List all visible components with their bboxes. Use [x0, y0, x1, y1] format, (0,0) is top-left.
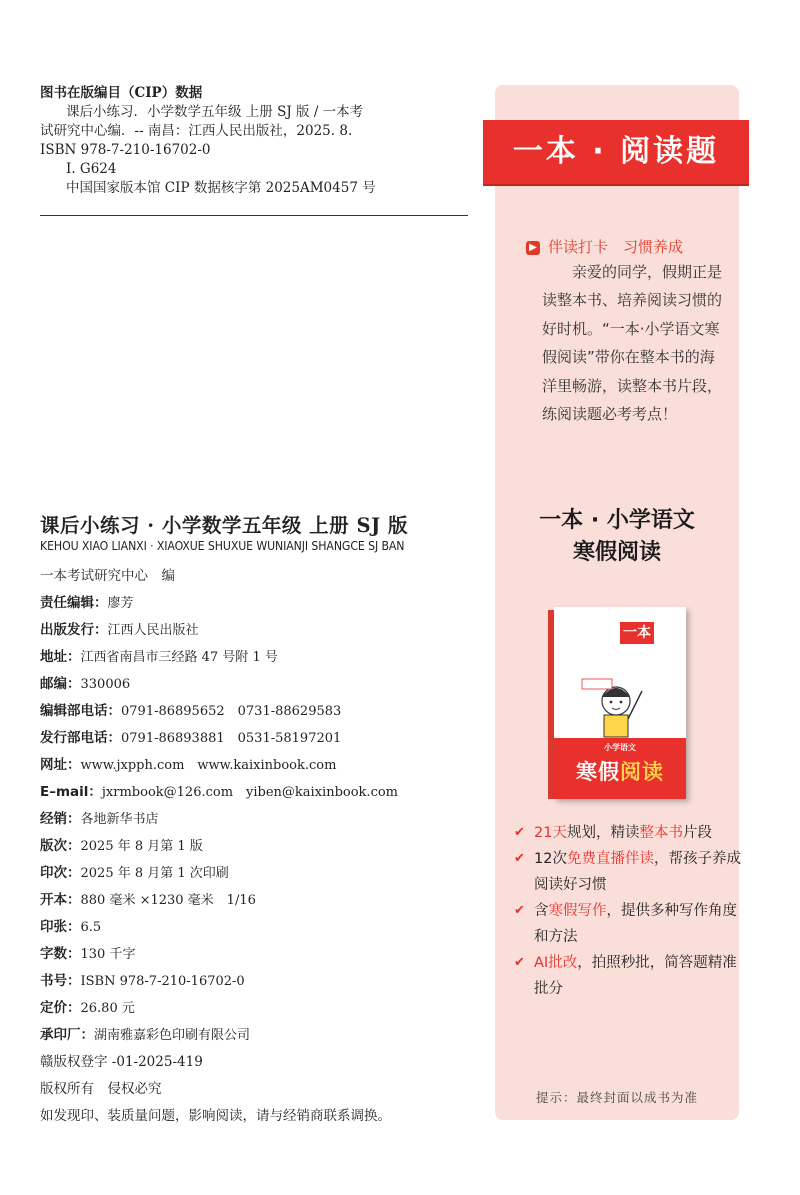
- info-row: [40, 1022, 480, 1049]
- feature-text: 规划，精读: [566, 825, 640, 841]
- info-label: 印张：: [40, 919, 81, 935]
- ad-subtitle: [495, 505, 739, 569]
- quality-notice: 如发现印、装质量问题，影响阅读，请与经销商联系调换。: [40, 1108, 391, 1124]
- check-icon: ✔: [514, 955, 525, 970]
- feature-highlight: 寒假写作: [548, 903, 607, 919]
- info-row: [40, 833, 480, 860]
- info-value: 江西省南昌市三经路 47 号附 1 号: [80, 650, 278, 665]
- feature-text: ，拍照秒批，简答题精准批分: [534, 955, 737, 997]
- check-icon: ✔: [514, 825, 525, 840]
- info-label: 书号：: [40, 973, 81, 989]
- info-value: 26.80 元: [80, 1001, 135, 1016]
- rights-line: 版权所有 侵权必究: [40, 1081, 162, 1097]
- cover-title-b: 阅读: [620, 760, 664, 784]
- info-row: [40, 698, 480, 725]
- info-row: [40, 725, 480, 752]
- feature-item: [514, 898, 744, 950]
- feature-highlight: 整本书: [639, 825, 683, 841]
- editor-line: 一本考试研究中心 编: [40, 568, 175, 584]
- info-row: [40, 590, 480, 617]
- cip-title: 图书在版编目（CIP）数据: [40, 85, 203, 101]
- info-label: 承印厂：: [40, 1027, 94, 1043]
- info-label: 网址：: [40, 757, 81, 773]
- info-value: ISBN 978-7-210-16702-0: [80, 974, 245, 989]
- feature-item: [514, 846, 744, 898]
- info-label: 发行部电话：: [40, 730, 121, 746]
- feature-highlight: AI批改: [534, 955, 578, 971]
- website-links[interactable]: www.jxpph.com www.kaixinbook.com: [80, 758, 337, 773]
- book-info: [40, 563, 480, 1130]
- info-value: 2025 年 8 月第 1 版: [80, 839, 203, 854]
- info-value: 江西人民出版社: [107, 623, 199, 638]
- info-label: 经销：: [40, 811, 81, 827]
- ad-tag: [526, 236, 683, 257]
- cover-title-a: 寒假: [576, 760, 620, 784]
- book-title: 课后小练习 · 小学数学五年级 上册 SJ 版: [40, 514, 409, 537]
- info-value: 廖芳: [107, 596, 134, 611]
- feature-highlight: 21天: [534, 825, 567, 841]
- ad-intro-text: 亲爱的同学，假期正是读整本书、培养阅读习惯的好时机。“一本·小学语文寒假阅读”带你在整本书的海洋里畅游，读整本书片段，练阅读题必考考点！: [542, 263, 723, 424]
- feature-item: [514, 950, 744, 1002]
- info-row: [40, 806, 480, 833]
- feature-text: 含: [534, 903, 549, 919]
- info-row: [40, 671, 480, 698]
- email-links[interactable]: jxrmbook@126.com yiben@kaixinbook.com: [101, 785, 398, 800]
- info-label: 出版发行：: [40, 622, 108, 638]
- cip-line: ISBN 978-7-210-16702-0: [40, 142, 211, 158]
- feature-text: ，提供多种写作角度和方法: [534, 903, 737, 945]
- info-value: 6.5: [80, 920, 102, 935]
- cover-tip: 提示：最终封面以成书为准: [535, 1090, 698, 1105]
- info-label: 开本：: [40, 892, 81, 908]
- check-icon: ✔: [514, 851, 525, 866]
- info-row: [40, 860, 480, 887]
- ad-subtitle-line: 寒假阅读: [572, 540, 661, 565]
- cover-logo: 一本: [620, 622, 654, 644]
- info-row: [40, 887, 480, 914]
- info-row: [40, 779, 480, 806]
- info-row: [40, 752, 480, 779]
- ad-intro: [542, 258, 724, 428]
- info-value: 各地新华书店: [80, 812, 159, 827]
- ad-subtitle-line: 一本 · 小学语文: [539, 508, 695, 533]
- info-value: 880 毫米 ×1230 毫米 1/16: [80, 893, 256, 908]
- info-label: 定价：: [40, 1000, 81, 1016]
- feature-highlight: 免费直播伴读: [566, 851, 654, 867]
- info-value: 130 千字: [80, 947, 136, 962]
- info-value: 0791-86893881 0531-58197201: [121, 731, 342, 746]
- info-row: [40, 914, 480, 941]
- divider: [40, 215, 468, 216]
- check-icon: ✔: [514, 903, 525, 918]
- info-label: 邮编：: [40, 676, 81, 692]
- cip-line: 中国国家版本馆 CIP 数据核字第 2025AM0457 号: [66, 180, 376, 196]
- info-row: [40, 968, 480, 995]
- info-label: 责任编辑：: [40, 595, 108, 611]
- feature-text: ，帮孩子养成阅读好习惯: [534, 851, 741, 893]
- info-row: [40, 995, 480, 1022]
- info-value: 2025 年 8 月第 1 次印刷: [80, 866, 229, 881]
- cover-subject: 小学语文: [604, 743, 636, 752]
- cip-line: 试研究中心编．-- 南昌：江西人民出版社，2025. 8.: [40, 123, 353, 139]
- info-value: 330006: [80, 677, 131, 692]
- cip-line: Ⅰ. G624: [66, 161, 117, 177]
- info-value: 0791-86895652 0731-88629583: [121, 704, 342, 719]
- feature-text: 片段: [682, 825, 712, 841]
- info-row: [40, 644, 480, 671]
- copyright-registration: 赣版权登字 -01-2025-419: [40, 1054, 203, 1070]
- cover-title: [554, 756, 686, 786]
- play-arrow-icon: ▶: [526, 241, 540, 255]
- feature-text: 12次: [534, 851, 567, 867]
- info-row: [40, 941, 480, 968]
- info-label: E–mail：: [40, 784, 102, 800]
- cip-line: 课后小练习．小学数学五年级 上册 SJ 版 / 一本考: [66, 104, 364, 120]
- info-label: 字数：: [40, 946, 81, 962]
- info-label: 印次：: [40, 865, 81, 881]
- feature-item: [514, 820, 744, 846]
- info-label: 版次：: [40, 838, 81, 854]
- info-label: 编辑部电话：: [40, 703, 121, 719]
- feature-list: [514, 820, 744, 1002]
- info-label: 地址：: [40, 649, 81, 665]
- ad-tag-text: 伴读打卡 习惯养成: [548, 238, 684, 256]
- info-row: [40, 617, 480, 644]
- cip-block: [40, 84, 480, 198]
- info-value: 湖南雅嘉彩色印刷有限公司: [94, 1028, 251, 1043]
- ad-banner-title: 一本 · 阅读题: [512, 134, 720, 169]
- book-pinyin: KEHOU XIAO LIANXI · XIAOXUE SHUXUE WUNIANJI SHANGCE SJ BAN: [40, 539, 405, 553]
